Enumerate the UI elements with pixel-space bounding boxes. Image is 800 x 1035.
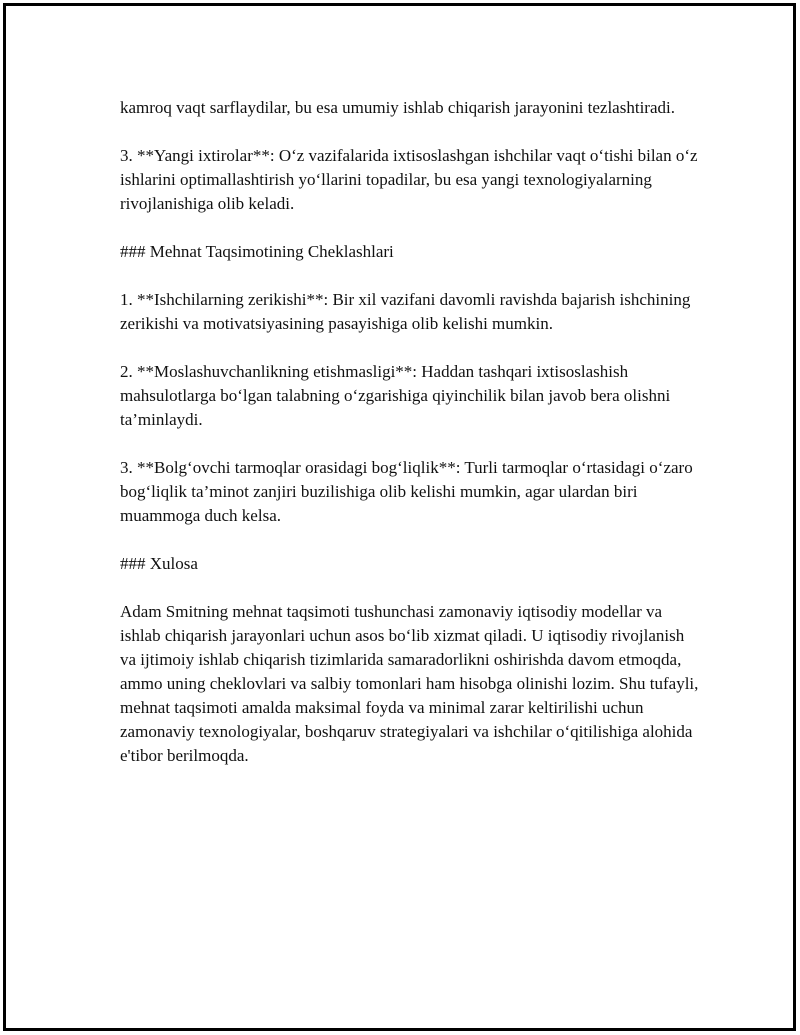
section-heading-conclusion: ### Xulosa [120,554,198,573]
document-body [120,96,703,792]
section-heading-limitations: ### Mehnat Taqsimotining Cheklashlari [120,242,394,261]
paragraph-continuation: kamroq vaqt sarflaydilar, bu esa umumiy ishlab chiqarish jarayonini tezlashtiradi. [120,98,675,117]
list-item-interdependence: 3. **Bolg‘ovchi tarmoqlar orasidagi bog‘liqlik**: Turli tarmoqlar o‘rtasidagi o‘zaro bog‘liqlik ta’minot zanjiri buzilishiga olib kelishi mumkin, agar ulardan biri muammoga duch kelsa. [120,458,697,525]
list-item-new-inventions: 3. **Yangi ixtirolar**: O‘z vazifalarida ixtisoslashgan ishchilar vaqt o‘tishi bilan o‘z ishlarini optimallashtirish yo‘llarini topadilar, bu esa yangi texnologiyalarning rivojlanishiga olib keladi. [120,146,702,213]
list-item-lack-of-flexibility: 2. **Moslashuvchanlikning etishmasligi**: Haddan tashqari ixtisoslashish mahsulotlarga bo‘lgan talabning o‘zgarishiga qiyinchilik bilan javob bera olishni ta’minlaydi. [120,362,675,429]
list-item-worker-boredom: 1. **Ishchilarning zerikishi**: Bir xil vazifani davomli ravishda bajarish ishchining zerikishi va motivatsiyasining pasayishiga olib kelishi mumkin. [120,290,695,333]
paragraph-conclusion: Adam Smitning mehnat taqsimoti tushunchasi zamonaviy iqtisodiy modellar va ishlab chiqarish jarayonlari uchun asos bo‘lib xizmat qiladi. U iqtisodiy rivojlanish va ijtimoiy ishlab chiqarish tizimlarida samaradorlikni oshirishda davom etmoqda, ammo uning cheklovlari va salbiy tomonlari ham hisobga olinishi lozim. Shu tufayli, mehnat taqsimoti amalda maksimal foyda va minimal zarar keltirilishi uchun zamonaviy texnologiyalar, boshqaruv strategiyalari va ishchilar o‘qitilishiga alohida e'tibor berilmoqda. [120,602,703,765]
page-frame [3,3,796,1031]
